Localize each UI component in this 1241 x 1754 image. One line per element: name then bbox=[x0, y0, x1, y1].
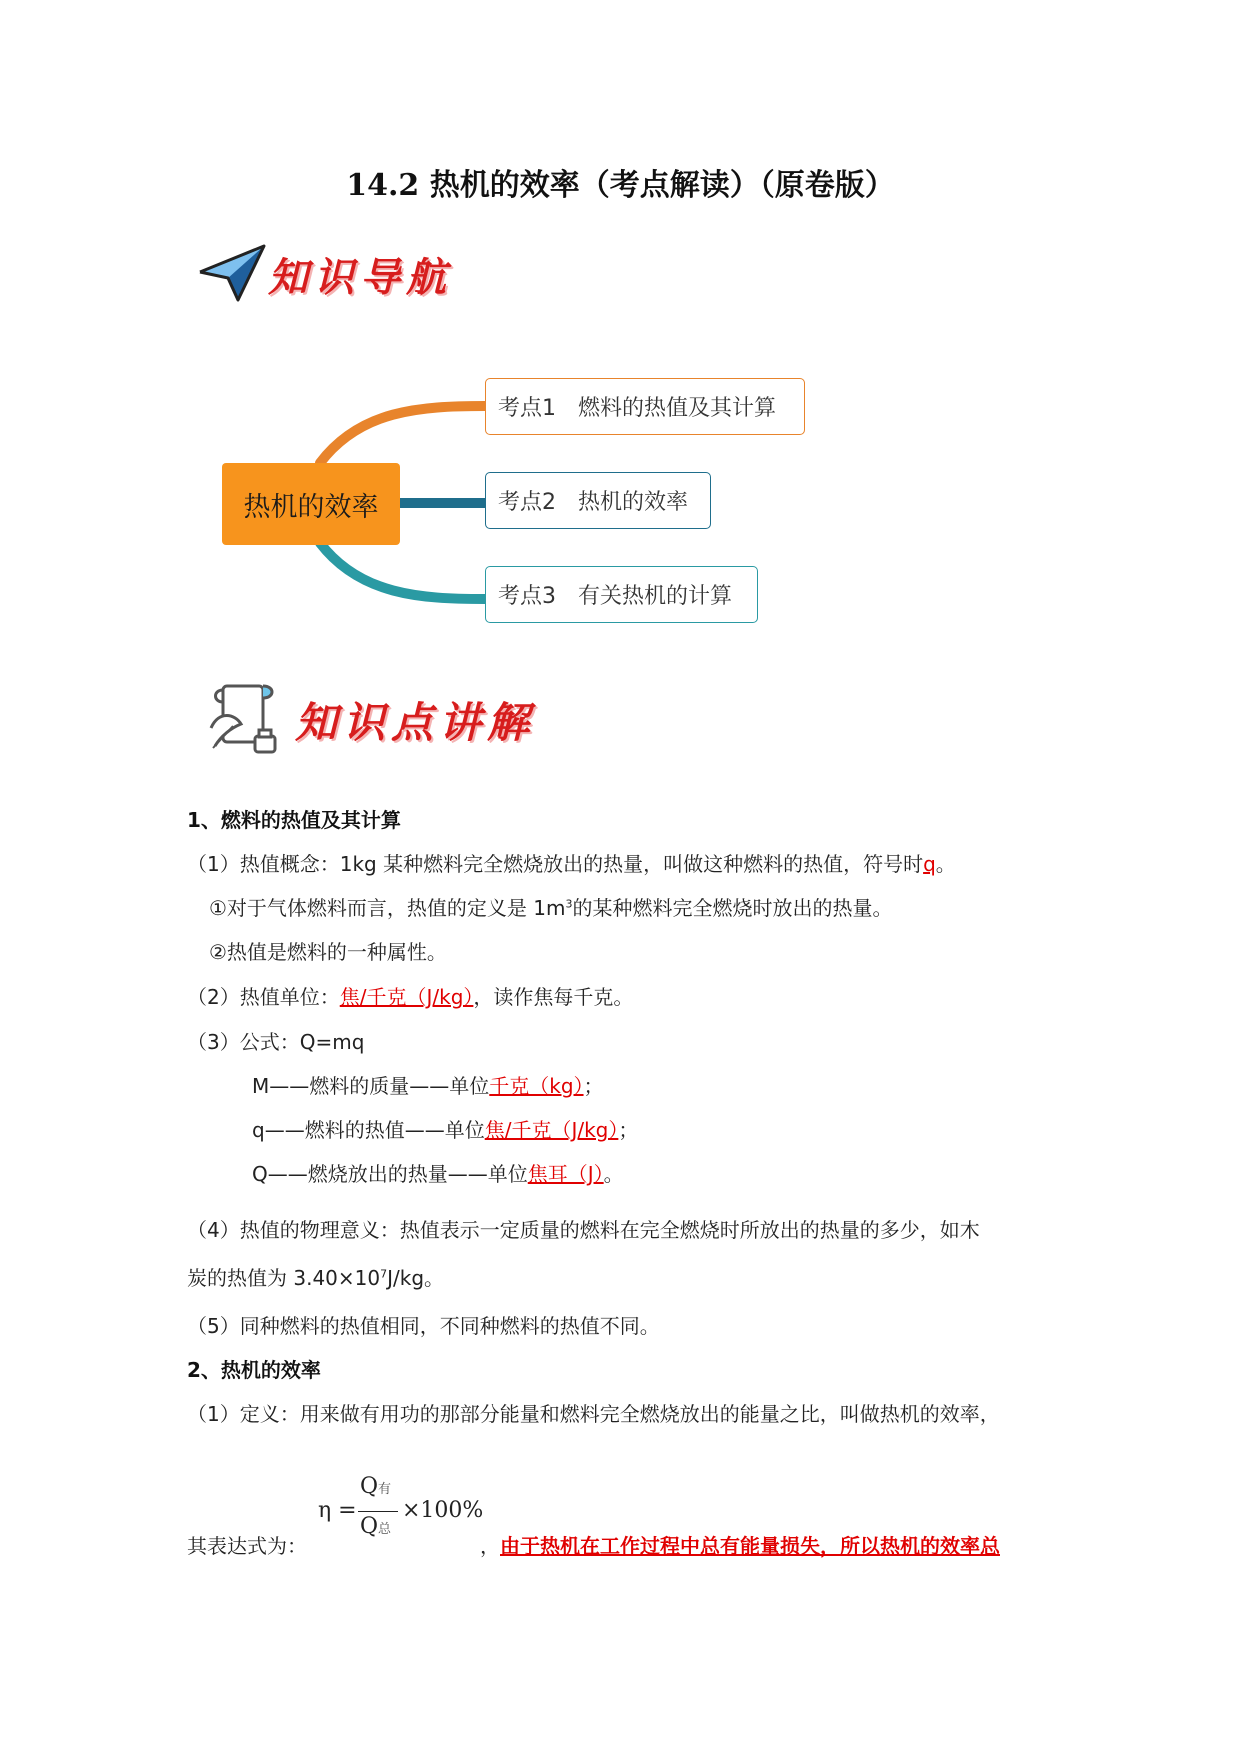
node-2-label: 考点2 bbox=[498, 490, 556, 515]
connector-orange bbox=[320, 406, 485, 463]
fraction-bar bbox=[358, 1511, 398, 1512]
s1-paragraph-4-line2: 炭的热值为 $3.40\times 10^7J/kg$。 bbox=[187, 1266, 445, 1290]
s1-formula-Q: Q——燃烧放出的热量——单位焦耳（J）。 bbox=[252, 1162, 624, 1186]
formula-eta: η = bbox=[318, 1498, 357, 1523]
node-3-label: 考点3 bbox=[498, 584, 556, 609]
formula-denominator: Q总 bbox=[360, 1514, 392, 1539]
points-banner-text: 知识点讲解 bbox=[295, 698, 536, 747]
s1-paragraph-1: （1）热值概念：1kg 某种燃料完全燃烧放出的热量，叫做这种燃料的热值，符号时q。 bbox=[187, 852, 956, 876]
node-2-text: 热机的效率 bbox=[578, 490, 689, 515]
section1-heading: 1、燃料的热值及其计算 bbox=[187, 808, 401, 832]
s1-formula-q: q——燃料的热值——单位焦/千克（J/kg）； bbox=[252, 1118, 639, 1142]
s2-paragraph-2: ，由于热机在工作过程中总有能量损失，所以热机的效率总 bbox=[480, 1534, 1000, 1558]
mindmap-center: 热机的效率 bbox=[222, 463, 400, 545]
efficiency-formula bbox=[318, 1474, 488, 1550]
section2-heading: 2、热机的效率 bbox=[187, 1358, 321, 1382]
node-3-text: 有关热机的计算 bbox=[578, 584, 733, 609]
s1-paragraph-2: （2）热值单位：焦/千克（J/kg），读作焦每千克。 bbox=[187, 985, 634, 1009]
s2-expression-label: 其表达式为： bbox=[187, 1534, 307, 1558]
node-1-label: 考点1 bbox=[498, 396, 556, 421]
unit-heat-value: 焦/千克（J/kg） bbox=[339, 985, 474, 1009]
formula-multiplier: ×100% bbox=[402, 1498, 484, 1523]
nav-banner bbox=[198, 240, 478, 310]
s1-paragraph-1a: ①对于气体燃料而言，热值的定义是 $1m^3$的某种燃料完全燃烧时放出的热量。 bbox=[209, 896, 893, 920]
paper-plane-icon bbox=[198, 242, 266, 304]
points-banner bbox=[205, 680, 545, 760]
s1-paragraph-4-line1: （4）热值的物理意义：热值表示一定质量的燃料在完全燃烧时所放出的热量的多少，如木 bbox=[187, 1218, 980, 1242]
symbol-q: q bbox=[923, 852, 936, 876]
s2-paragraph-1: （1）定义：用来做有用功的那部分能量和燃料完全燃烧放出的能量之比，叫做热机的效率， bbox=[187, 1402, 1000, 1426]
s1-paragraph-1b: ②热值是燃料的一种属性。 bbox=[209, 940, 447, 964]
mindmap-node-1 bbox=[485, 378, 805, 435]
node-1-text: 燃料的热值及其计算 bbox=[578, 396, 777, 421]
mindmap-node-3 bbox=[485, 566, 758, 623]
s1-paragraph-3: （3）公式：Q=mq bbox=[187, 1030, 365, 1054]
scroll-feather-icon bbox=[205, 680, 283, 758]
s1-paragraph-5: （5）同种燃料的热值相同，不同种燃料的热值不同。 bbox=[187, 1314, 660, 1338]
s1-formula-m: M——燃料的质量——单位千克（kg）； bbox=[252, 1074, 604, 1098]
formula-numerator: Q有 bbox=[360, 1474, 392, 1499]
page-title: 14.2 热机的效率（考点解读）（原卷版） bbox=[346, 168, 895, 203]
connector-teal bbox=[320, 543, 485, 599]
nav-banner-text: 知识导航 bbox=[268, 254, 452, 301]
mindmap-node-2 bbox=[485, 472, 711, 529]
